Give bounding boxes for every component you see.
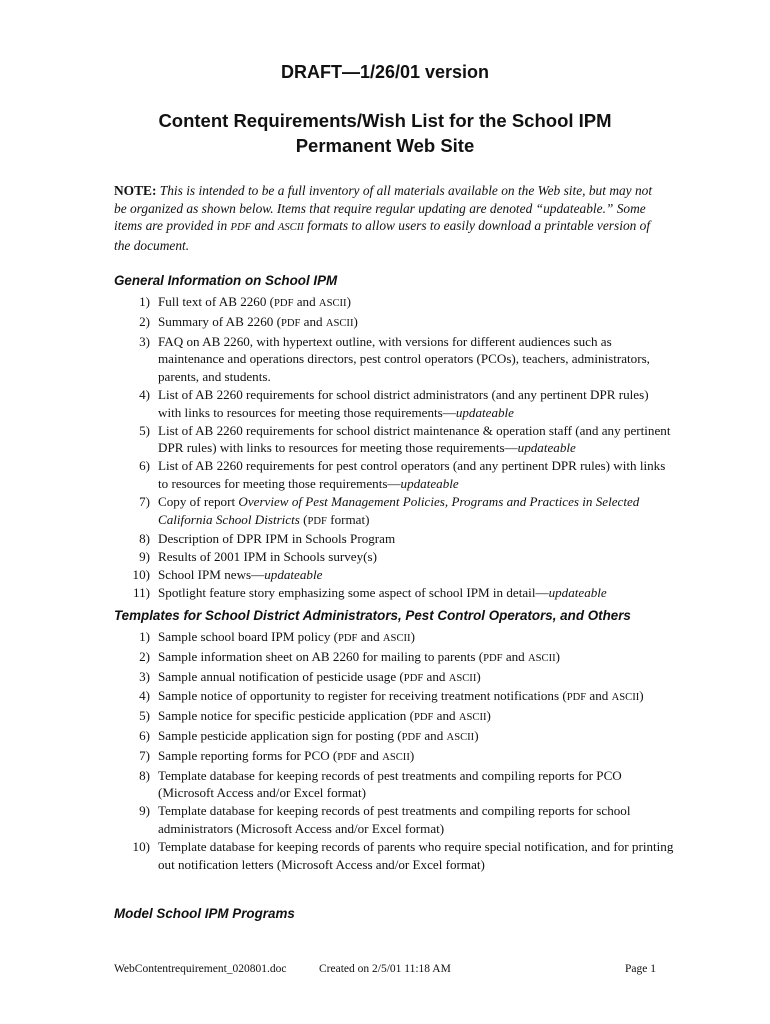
list-item <box>114 422 674 458</box>
list-item <box>114 457 674 493</box>
list-item <box>114 493 674 531</box>
list-item-number: 9) <box>139 549 150 565</box>
list-item-number: 7) <box>139 493 150 509</box>
list-item-text: FAQ on AB 2260, with hypertext outline, with versions for different audiences such as maintenance and operations directors, pest control operators (PCOs), teachers, administrators, parents, and students. <box>158 333 650 385</box>
list-item-text: updateable <box>517 440 576 456</box>
list-item-text: Results of 2001 IPM in Schools survey(s) <box>158 549 377 565</box>
templates-list <box>114 628 674 873</box>
list-item-text: Sample pesticide application sign for posting ( <box>158 727 402 743</box>
footer-page-number: Page 1 <box>625 963 656 975</box>
list-item <box>114 687 674 707</box>
list-item-text: and <box>300 313 326 329</box>
title-line-1: Content Requirements/Wish List for the School IPM <box>158 110 612 131</box>
list-item-number: 2) <box>139 313 150 329</box>
list-item-number: 11) <box>133 584 150 600</box>
list-item-text: List of AB 2260 requirements for pest control operators (and any pertinent DPR rules) with links to resources for meeting those requirements— <box>158 458 666 491</box>
list-item-text: and <box>423 668 449 684</box>
list-item <box>114 566 674 584</box>
general-info-list <box>114 293 674 602</box>
list-item-text: ) <box>555 648 561 664</box>
note-pdf: PDF <box>230 222 252 233</box>
list-item <box>114 747 674 767</box>
list-item-number: 10) <box>132 838 150 854</box>
list-item-number: 4) <box>139 386 150 402</box>
list-item-text: ) <box>410 629 415 644</box>
note-text-part1: This is intended to be a full inventory of all materials available on the Web site, but may not be organized as shown below. Items that require regular updating are denoted “updateable.” Some items are provided in <box>114 183 653 233</box>
list-item-number: 6) <box>139 458 150 474</box>
note-ascii: ASCII <box>277 222 304 233</box>
list-item-number: 5) <box>139 708 150 724</box>
draft-version-heading: DRAFT—1/26/01 version <box>280 62 490 82</box>
list-item-text: PDF <box>483 652 503 664</box>
page-title <box>0 108 770 158</box>
list-item-text: School IPM news— <box>158 566 265 582</box>
list-item-text: ) <box>486 708 491 724</box>
list-item-text: ) <box>474 727 479 743</box>
list-item-text: ASCII <box>458 712 487 724</box>
list-item-text: updateable <box>400 475 459 491</box>
list-item-text: updateable <box>548 584 607 600</box>
list-item-text: Copy of report <box>158 493 239 509</box>
list-item-text: PDF <box>274 298 294 309</box>
list-item-text: ( <box>299 511 308 527</box>
list-item-text: ASCII <box>382 633 411 644</box>
list-item-number: 7) <box>139 747 150 763</box>
list-item-text: Spotlight feature story emphasizing some aspect of school IPM in detail— <box>158 584 549 600</box>
list-item-number: 8) <box>139 531 150 547</box>
list-item <box>114 530 674 548</box>
list-item-text: ASCII <box>528 652 556 664</box>
list-item-text: Sample notice for specific pesticide application ( <box>158 708 414 724</box>
list-item-text: updateable <box>264 566 323 582</box>
list-item-text: List of AB 2260 requirements for school district administrators (and any pertinent DPR rules) with links to resources for meeting those requirements— <box>158 386 649 420</box>
section-heading-general: General Information on School IPM <box>114 273 338 288</box>
list-item-text: ) <box>409 747 415 763</box>
list-item-text: PDF <box>307 515 327 527</box>
list-item <box>114 313 674 333</box>
list-item-text: PDF <box>413 712 434 724</box>
list-item-number: 1) <box>139 294 150 309</box>
list-item-text: and <box>357 629 383 644</box>
list-item-text: and <box>293 294 319 309</box>
list-item-text: Template database for keeping records of pest treatments and compiling reports for PCO (Microsoft Access and/or Excel format) <box>158 767 622 801</box>
list-item-text: ASCII <box>611 692 640 704</box>
list-item-text: Overview of Pest Management Policies, Programs and Practices in Selected California School Districts <box>158 493 640 527</box>
list-item-text: PDF <box>337 751 357 763</box>
list-item-number: 2) <box>139 648 150 664</box>
list-item <box>114 333 674 386</box>
list-item-text: Sample school board IPM policy ( <box>158 629 339 644</box>
list-item-number: 5) <box>139 422 150 438</box>
list-item-text: ASCII <box>448 672 477 684</box>
list-item-text: PDF <box>403 672 424 684</box>
list-item-text: List of AB 2260 requirements for school district maintenance & operation staff (and any pertinent DPR rules) with links to resources for meeting those requirements— <box>158 422 671 456</box>
section-heading-templates: Templates for School District Administrators, Pest Control Operators, and Others <box>114 608 631 623</box>
list-item-text: ASCII <box>446 731 475 743</box>
list-item-text: Sample reporting forms for PCO ( <box>158 747 338 763</box>
list-item-text: ) <box>476 668 481 684</box>
list-item-text: format) <box>326 511 370 527</box>
list-item <box>114 767 674 803</box>
list-item <box>114 386 674 422</box>
list-item-text: PDF <box>401 731 422 743</box>
list-item-text: and <box>502 648 528 664</box>
note-paragraph <box>114 182 664 254</box>
footer-created: Created on 2/5/01 11:18 AM <box>319 963 451 975</box>
list-item-text: Full text of AB 2260 ( <box>158 294 275 309</box>
list-item-text: and <box>421 727 447 743</box>
list-item <box>114 802 674 838</box>
list-item <box>114 628 674 648</box>
list-item <box>114 648 674 668</box>
note-label: NOTE: <box>114 183 157 198</box>
list-item-number: 6) <box>139 727 150 743</box>
list-item-text: Template database for keeping records of parents who require special notification, and for printing out notification letters (Microsoft Access and/or Excel format) <box>158 838 674 872</box>
list-item <box>114 668 674 688</box>
list-item-text: updateable <box>455 404 514 420</box>
list-item-number: 8) <box>139 767 150 783</box>
list-item-number: 3) <box>139 668 150 684</box>
list-item-text: ASCII <box>318 298 347 309</box>
list-item-text: ) <box>639 688 644 704</box>
list-item-number: 4) <box>139 688 150 704</box>
title-line-2: Permanent Web Site <box>295 135 475 156</box>
list-item-text: Sample information sheet on AB 2260 for mailing to parents ( <box>158 648 484 664</box>
list-item-text: and <box>586 688 612 704</box>
list-item-number: 10) <box>132 566 150 582</box>
footer-filename: WebContentrequirement_020801.doc <box>114 963 287 975</box>
list-item <box>114 584 674 602</box>
list-item <box>114 548 674 566</box>
list-item <box>114 727 674 747</box>
list-item-text: PDF <box>566 692 587 704</box>
list-item-number: 9) <box>139 803 150 819</box>
note-and: and <box>251 218 278 233</box>
list-item-text: ASCII <box>325 317 354 329</box>
list-item <box>114 838 674 874</box>
section-heading-model: Model School IPM Programs <box>114 906 295 921</box>
list-item-text: ) <box>346 294 351 309</box>
list-item-text: Template database for keeping records of pest treatments and compiling reports for school administrators (Microsoft Access and/or Excel format) <box>158 803 631 836</box>
list-item-text: PDF <box>338 633 358 644</box>
list-item <box>114 293 674 313</box>
list-item-text: Summary of AB 2260 ( <box>158 313 281 329</box>
list-item-text: ASCII <box>382 751 410 763</box>
list-item-text: Sample annual notification of pesticide usage ( <box>158 668 404 684</box>
list-item-number: 3) <box>139 333 150 349</box>
list-item-text: Sample notice of opportunity to register for receiving treatment notifications ( <box>158 688 567 704</box>
list-item-text: Description of DPR IPM in Schools Program <box>158 531 396 547</box>
list-item <box>114 707 674 727</box>
list-item-text: ) <box>353 313 358 329</box>
note-text-part2: formats to allow users to easily download a printable version of the document. <box>114 218 651 253</box>
list-item-number: 1) <box>139 629 150 644</box>
list-item-text: and <box>433 708 459 724</box>
list-item-text: and <box>356 747 383 763</box>
list-item-text: PDF <box>280 317 301 329</box>
